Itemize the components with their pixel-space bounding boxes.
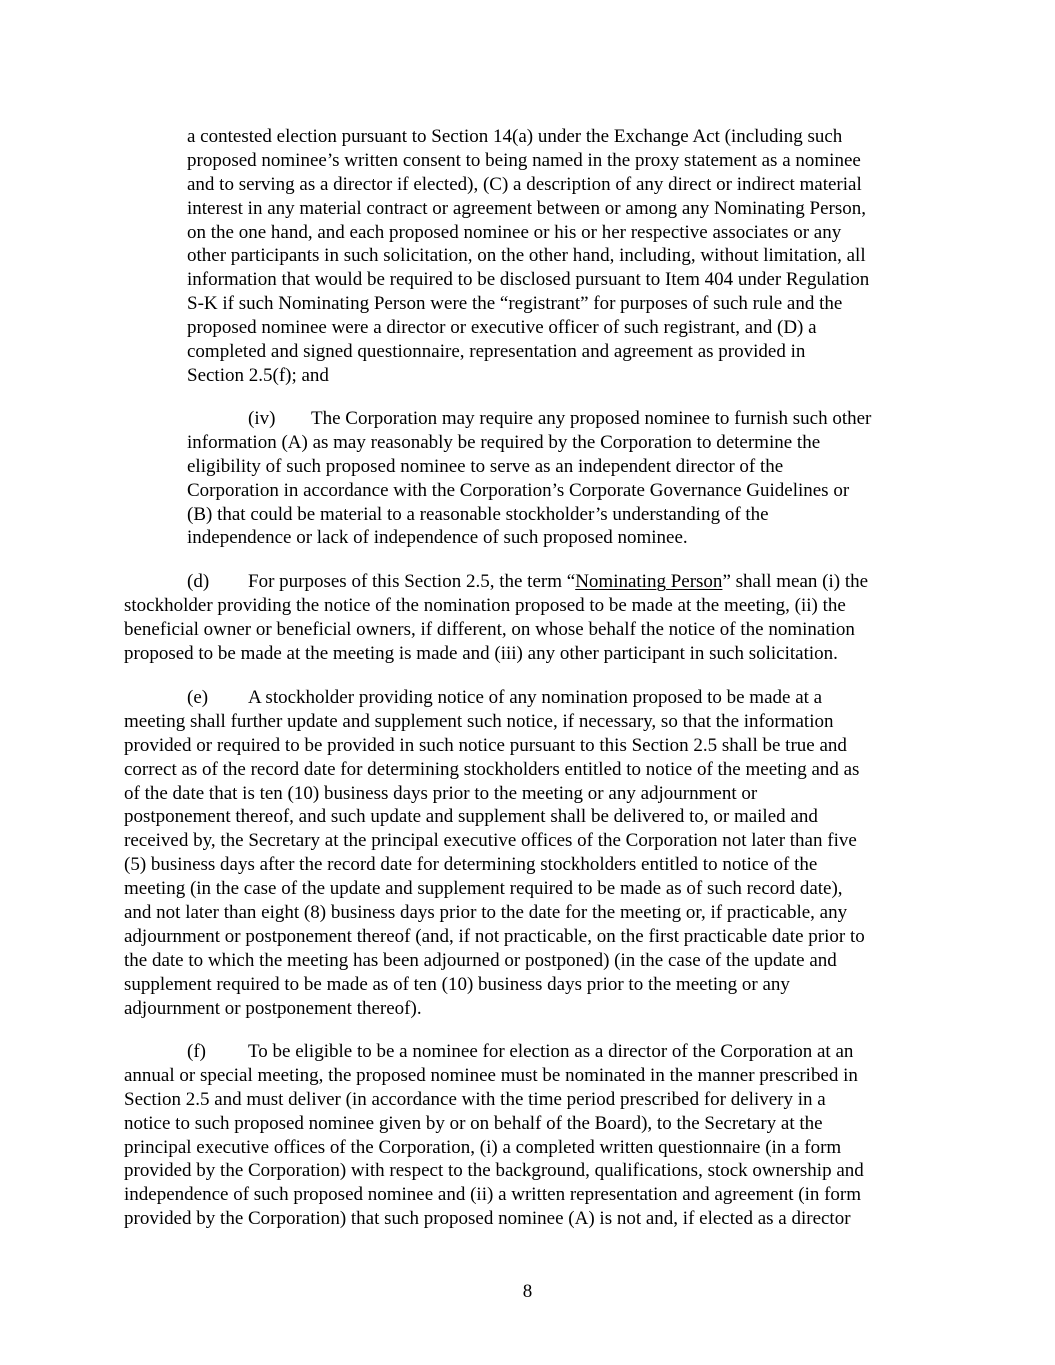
text-line: other participants in such solicitation, on the other hand, including, without limitation, all — [187, 245, 866, 267]
paragraph-first-line — [187, 407, 871, 431]
text-line: notice to such proposed nominee given by or on behalf of the Board), to the Secretary at the — [124, 1112, 823, 1134]
paragraph-first-line — [124, 1040, 864, 1064]
text-line: information that would be required to be disclosed pursuant to Item 404 under Regulation — [187, 269, 870, 291]
text-line: completed and signed questionnaire, representation and agreement as provided in — [187, 341, 806, 363]
text-line: of the date that is ten (10) business days prior to the meeting or any adjournment or — [124, 782, 758, 804]
paragraph-first-line — [124, 570, 868, 594]
text-line: postponement thereof, and such update and supplement shall be delivered to, or mailed and — [124, 806, 818, 828]
text-line: (B) that could be material to a reasonable stockholder’s understanding of the — [187, 503, 769, 525]
text-line: eligibility of such proposed nominee to serve as an independent director of the — [187, 455, 784, 477]
text-line: proposed nominee were a director or executive officer of such registrant, and (D) a — [187, 317, 817, 339]
text-line: Corporation in accordance with the Corporation’s Corporate Governance Guidelines or — [187, 479, 850, 501]
defined-term: Nominating Person — [575, 571, 723, 592]
text-line: independence or lack of independence of such proposed nominee. — [187, 527, 688, 549]
text-line: principal executive offices of the Corporation, (i) a completed written questionnaire (in a form — [124, 1136, 842, 1158]
text-line: received by, the Secretary at the principal executive offices of the Corporation not later than five — [124, 830, 857, 852]
text-line: S-K if such Nominating Person were the “registrant” for purposes of such rule and the — [187, 293, 843, 315]
text-line: independence of such proposed nominee and (ii) a written representation and agreement (in form — [124, 1184, 862, 1206]
paragraph-iv — [187, 407, 871, 550]
text-line: and not later than eight (8) business days prior to the date for the meeting or, if practicable, any — [124, 902, 848, 924]
paragraph-marker: (f) — [187, 1041, 206, 1062]
text-line: meeting shall further update and supplement such notice, if necessary, so that the information — [124, 710, 834, 732]
text-line: provided or required to be provided in such notice pursuant to this Section 2.5 shall be true and — [124, 734, 847, 756]
paragraph-first-line — [124, 686, 865, 710]
text-line: adjournment or postponement thereof). — [124, 997, 422, 1019]
paragraph-d — [124, 570, 868, 666]
paragraph-marker: (iv) — [248, 408, 276, 429]
text-line: a contested election pursuant to Section 14(a) under the Exchange Act (including such — [187, 126, 843, 147]
paragraph-marker: (e) — [187, 687, 209, 708]
text-line: interest in any material contract or agreement between or among any Nominating Person, — [187, 197, 867, 219]
text-line: To be eligible to be a nominee for election as a director of the Corporation at an — [248, 1041, 854, 1062]
text-line: information (A) as may reasonably be required by the Corporation to determine the — [187, 431, 821, 453]
text-line: Section 2.5(f); and — [187, 364, 329, 386]
text-line: provided by the Corporation) with respect to the background, qualifications, stock ownership and — [124, 1160, 864, 1182]
text-line: the date to which the meeting has been adjourned or postponed) (in the case of the update and — [124, 949, 837, 971]
text-line: For purposes of this Section 2.5, the term “ — [248, 571, 576, 592]
text-line: A stockholder providing notice of any nomination proposed to be made at a — [248, 687, 823, 708]
text-line: proposed nominee’s written consent to being named in the proxy statement as a nominee — [187, 149, 861, 171]
text-line: adjournment or postponement thereof (and, if not practicable, on the first practicable date prior to — [124, 925, 865, 947]
text-line: on the one hand, and each proposed nominee or his or her respective associates or any — [187, 221, 842, 243]
text-line: annual or special meeting, the proposed nominee must be nominated in the manner prescribed in — [124, 1064, 858, 1086]
text-line: (5) business days after the record date for determining stockholders entitled to notice of the — [124, 854, 818, 876]
text-line: stockholder providing the notice of the nomination proposed to be made at the meeting, (ii) the — [124, 594, 846, 616]
text-line: meeting (in the case of the update and supplement required to be made as of such record date), — [124, 878, 843, 900]
paragraph-e — [124, 686, 865, 1020]
text-line: provided by the Corporation) that such proposed nominee (A) is not and, if elected as a director — [124, 1208, 851, 1230]
text-line: supplement required to be made as of ten (10) business days prior to the meeting or any — [124, 973, 790, 995]
text-line: Section 2.5 and must deliver (in accordance with the time period prescribed for delivery in a — [124, 1088, 826, 1110]
page-number: 8 — [522, 1281, 533, 1302]
text-line: correct as of the record date for determining stockholders entitled to notice of the meeting and as — [124, 758, 860, 780]
text-line: ” shall mean (i) the — [722, 571, 869, 592]
text-line: The Corporation may require any proposed nominee to furnish such other — [311, 408, 872, 429]
text-line: and to serving as a director if elected), (C) a description of any direct or indirect material — [187, 173, 862, 195]
paragraph-continuation — [187, 125, 869, 388]
paragraph-f — [124, 1040, 864, 1231]
text-line: proposed to be made at the meeting is made and (iii) any other participant in such solicitation. — [124, 642, 838, 664]
paragraph-marker: (d) — [187, 571, 210, 592]
text-line: beneficial owner or beneficial owners, if different, on whose behalf the notice of the nomination — [124, 618, 855, 640]
